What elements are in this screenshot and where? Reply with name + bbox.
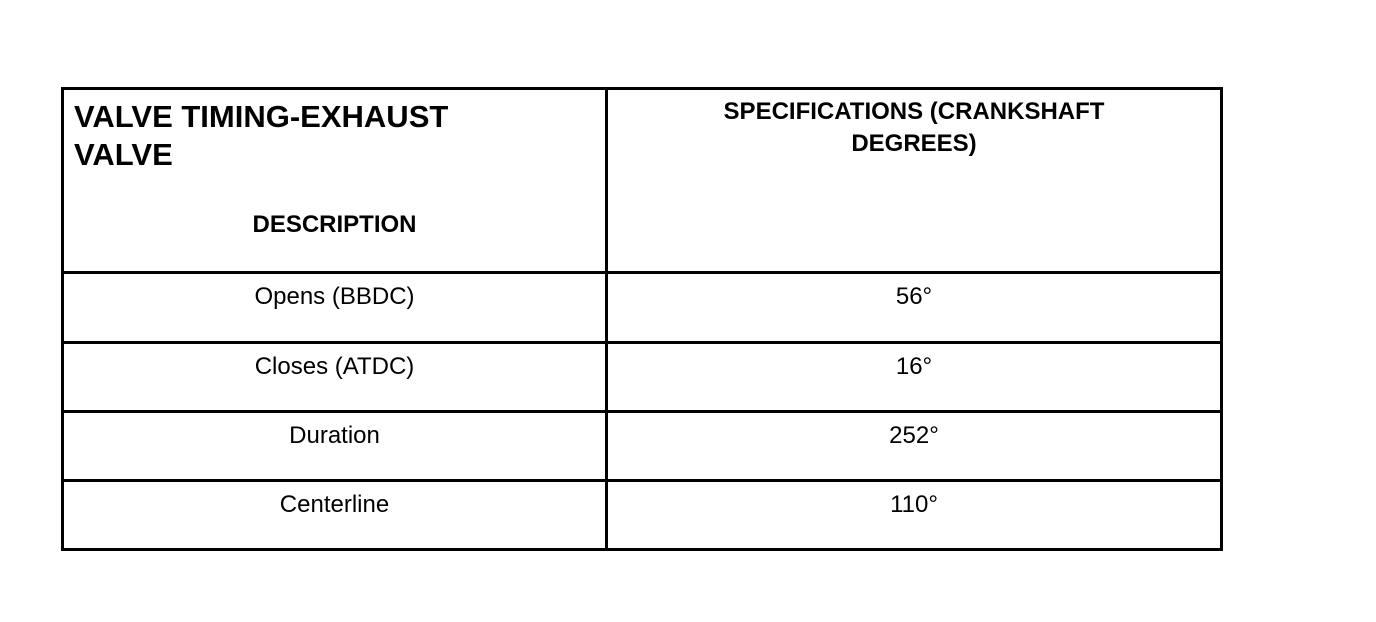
value-text: 16° bbox=[895, 352, 933, 380]
value-cell bbox=[607, 480, 1222, 549]
description-column-header: DESCRIPTION bbox=[252, 211, 417, 238]
description-text: Opens (BBDC) bbox=[254, 283, 415, 311]
value-cell bbox=[607, 342, 1222, 411]
value-cell bbox=[607, 411, 1222, 480]
header-description-cell bbox=[63, 89, 607, 273]
description-cell bbox=[63, 273, 607, 342]
table-row bbox=[63, 480, 1222, 549]
table-row bbox=[63, 273, 1222, 342]
value-text: 110° bbox=[890, 490, 938, 518]
description-text: Centerline bbox=[279, 490, 390, 518]
description-text: Duration bbox=[289, 421, 380, 449]
table-row bbox=[63, 411, 1222, 480]
value-text: 252° bbox=[889, 421, 939, 449]
table-title: VALVE TIMING-EXHAUST VALVE bbox=[74, 99, 449, 172]
specifications-column-header: SPECIFICATIONS (CRANKSHAFT DEGREES) bbox=[723, 98, 1105, 157]
header-specifications-cell bbox=[607, 89, 1222, 273]
description-cell bbox=[63, 411, 607, 480]
value-cell bbox=[607, 273, 1222, 342]
table-row bbox=[63, 342, 1222, 411]
header-row bbox=[63, 89, 1222, 273]
valve-timing-table bbox=[61, 87, 1223, 551]
description-text: Closes (ATDC) bbox=[254, 352, 415, 380]
description-cell bbox=[63, 342, 607, 411]
description-cell bbox=[63, 480, 607, 549]
value-text: 56° bbox=[895, 283, 933, 311]
